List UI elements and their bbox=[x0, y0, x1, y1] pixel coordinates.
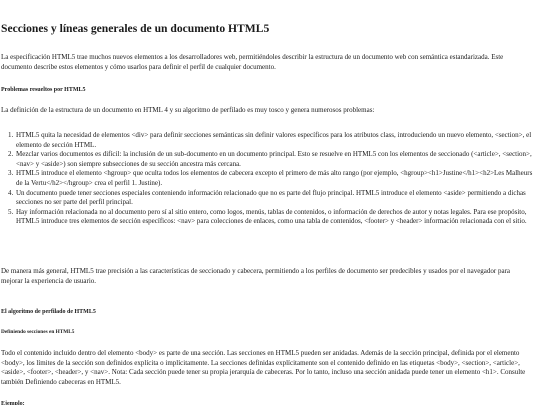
list-item: 2. Mezclar varios documentos es difícil: la inclusión de un sub-documento en un documento principal. Esto se resuelve en HTML5 con los elementos de seccionado (<article>, <section>, <nav> y <aside>) son siempre subsecciones de su sección ancestra más cercana. bbox=[15, 150, 533, 169]
section-heading-problems: Problemas resueltos por HTML5 bbox=[1, 87, 86, 93]
example-label: Ejemplo: bbox=[1, 401, 25, 405]
intro-paragraph: La especificación HTML5 trae muchos nuevos elementos a los desarrolladores web, permitiéndoles describir la estructura de un documento web con semántica estandarizada. Este documento describe estos elementos y cómo usarlos para definir el perfil de cualquier documento. bbox=[1, 53, 504, 71]
list-item: 4. Un documento puede tener secciones especiales conteniendo información relacionado que no es parte del flujo principal. HTML5 introduce el elemento <aside> permitiendo a dichas secciones no ser parte del perfil principal. bbox=[15, 189, 533, 208]
problems-list bbox=[1, 131, 533, 227]
list-item: 5. Hay información relacionada no al documento pero sí al sitio entero, como logos, menús, tablas de contenidos, o información de derechos de autor y notas legales. Para ese propósito, HTML5 introduce tres elementos de sección específicos: <nav> para colecciones de enlaces, como una tabla de contenidos, <footer> y <header> información relacionada con el sitio. bbox=[15, 208, 533, 227]
list-item: 1. HTML5 quita la necesidad de elementos <div> para definir secciones semánticas sin definir valores específicos para los atributos class, introduciendo un nuevo elemento, <section>, el elemento de sección HTML. bbox=[15, 131, 533, 150]
defining-sections-paragraph: Todo el contenido incluido dentro del elemento <body> es parte de una sección. Las secciones en HTML5 pueden ser anidadas. Además de la sección principal, definida por el elemento <body>, los límites de la sección son definidos explícita o implícitamente. La secciones definidas explícitamente son el contenido definido en las etiquetas <body>, <section>, <article>, <aside>, <footer>, <header>, y <nav>. Nota: Cada sección puede tener su propia jerarquía de cabeceras. Por lo tanto, incluso una sección anidada puede tener un elemento <h1>. Consulte también Definiendo cabeceras en HTML5. bbox=[1, 349, 526, 386]
problems-lead-paragraph: La definición de la estructura de un documento en HTML 4 y su algoritmo de perfilado es muy tosco y genera numerosos problemas: bbox=[1, 106, 375, 114]
closing-paragraph: De manera más general, HTML5 trae precisión a las características de seccionado y cabecera, permitiendo a los perfiles de documento ser predecibles y usados por el navegador para mejorar la experiencia de usuario. bbox=[1, 267, 511, 285]
section-heading-algorithm: El algoritmo de perfilado de HTML5 bbox=[1, 309, 96, 315]
list-item: 3. HTML5 introduce el elemento <hgroup> que oculta todos los elementos de cabecera excepto el primero de más alto rango (por ejemplo, <hgroup><h1>Justine</h1><h2>Les Malheurs de la Vertu</h2></hgroup> crea el perfil 1. Justine). bbox=[15, 169, 533, 188]
page-title: Secciones y líneas generales de un documento HTML5 bbox=[1, 22, 270, 35]
subsection-heading-defining-sections: Definiendo secciones en HTML5 bbox=[1, 329, 75, 335]
